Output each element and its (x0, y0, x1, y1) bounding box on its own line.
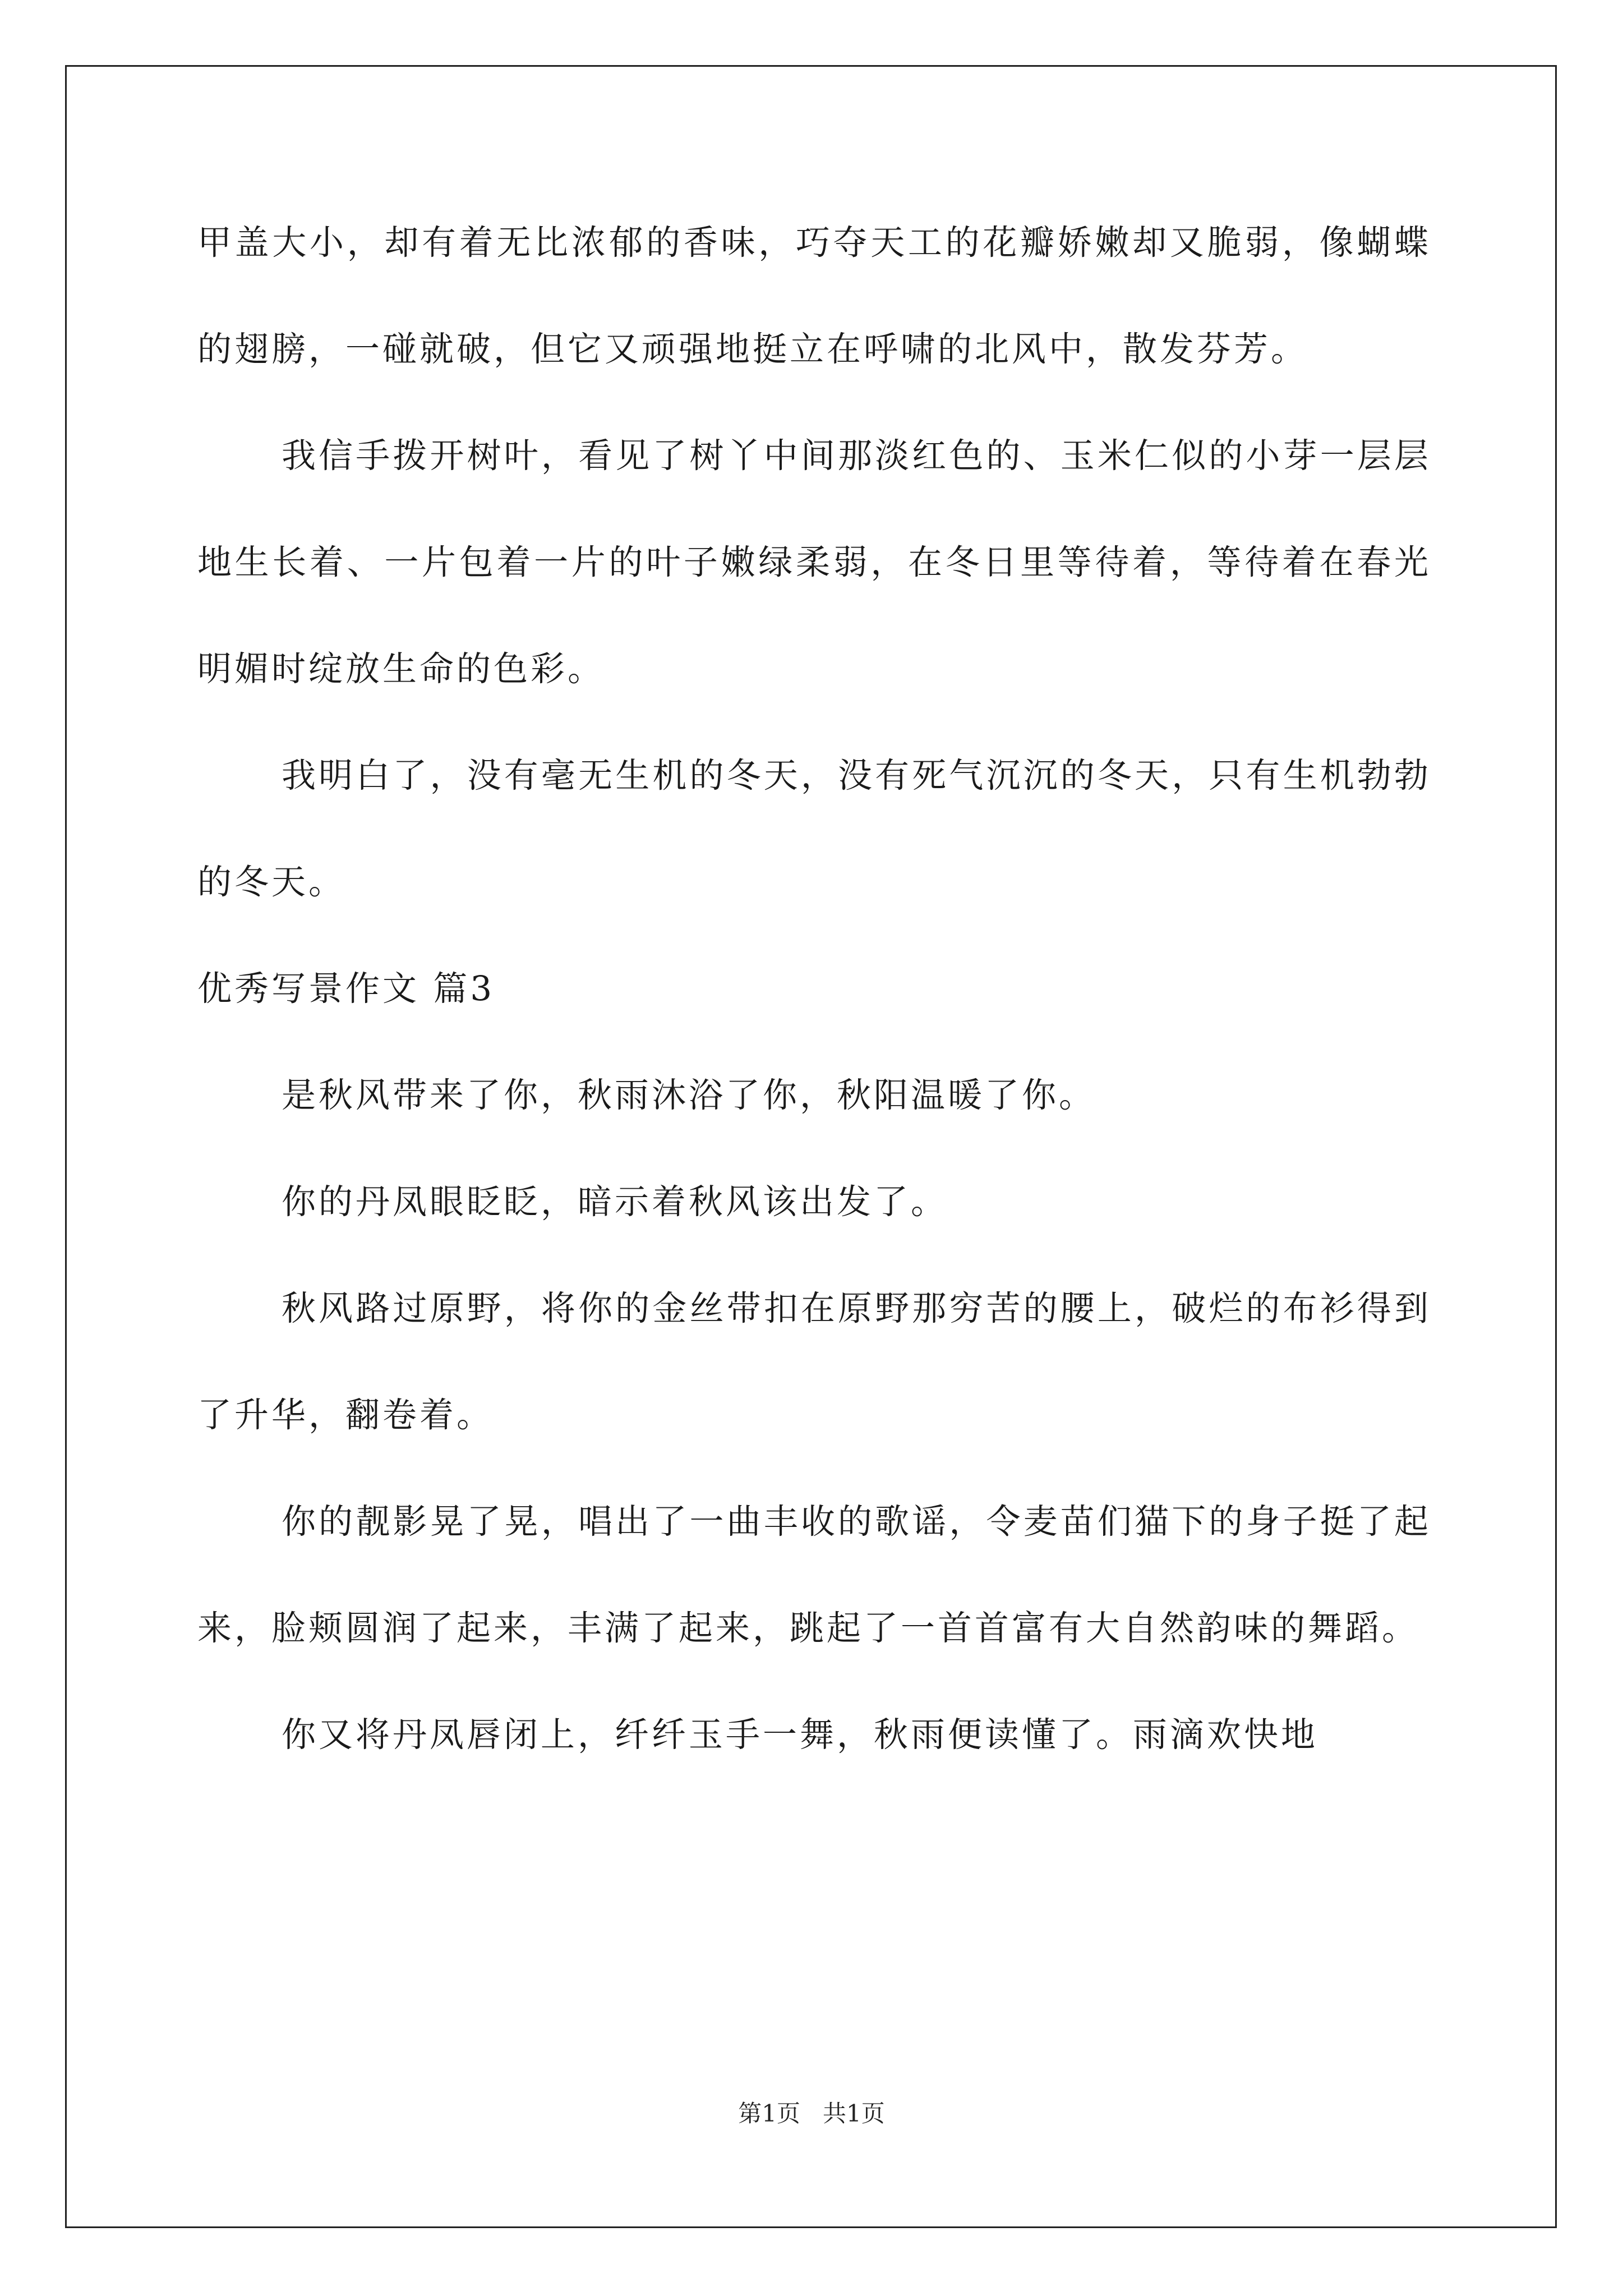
paragraph: 秋风路过原野，将你的金丝带扣在原野那穷苦的腰上，破烂的布衫得到了升华，翻卷着。 (197, 1289, 1431, 1435)
paragraph: 我明白了，没有毫无生机的冬天，没有死气沉沉的冬天，只有生机勃勃的冬天。 (197, 756, 1431, 902)
section-title: 优秀写景作文 篇3 (197, 969, 495, 1009)
paragraph: 甲盖大小，却有着无比浓郁的香味，巧夺天工的花瓣娇嫩却又脆弱，像蝴蝶的翅膀，一碰就破，但它又顽强地挺立在呼啸的北风中，散发芬芳。 (197, 223, 1431, 369)
paragraph: 你的丹凤眼眨眨，暗示着秋风该出发了。 (282, 1182, 948, 1222)
paragraph: 是秋风带来了你，秋雨沐浴了你，秋阳温暖了你。 (282, 1075, 1096, 1115)
paragraph: 你又将丹凤唇闭上，纤纤玉手一舞，秋雨便读懂了。雨滴欢快地 (282, 1715, 1318, 1755)
page-footer: 第1页 共1页 (738, 2100, 885, 2127)
paragraph: 你的靓影晃了晃，唱出了一曲丰收的歌谣，令麦苗们猫下的身子挺了起来，脸颊圆润了起来，丰满了起来，跳起了一首首富有大自然韵味的舞蹈。 (197, 1502, 1431, 1648)
document-body (197, 190, 1431, 1788)
paragraph: 我信手拨开树叶，看见了树丫中间那淡红色的、玉米仁似的小芽一层层地生长着、一片包着一片的叶子嫩绿柔弱，在冬日里等待着，等待着在春光明媚时绽放生命的色彩。 (197, 436, 1431, 689)
